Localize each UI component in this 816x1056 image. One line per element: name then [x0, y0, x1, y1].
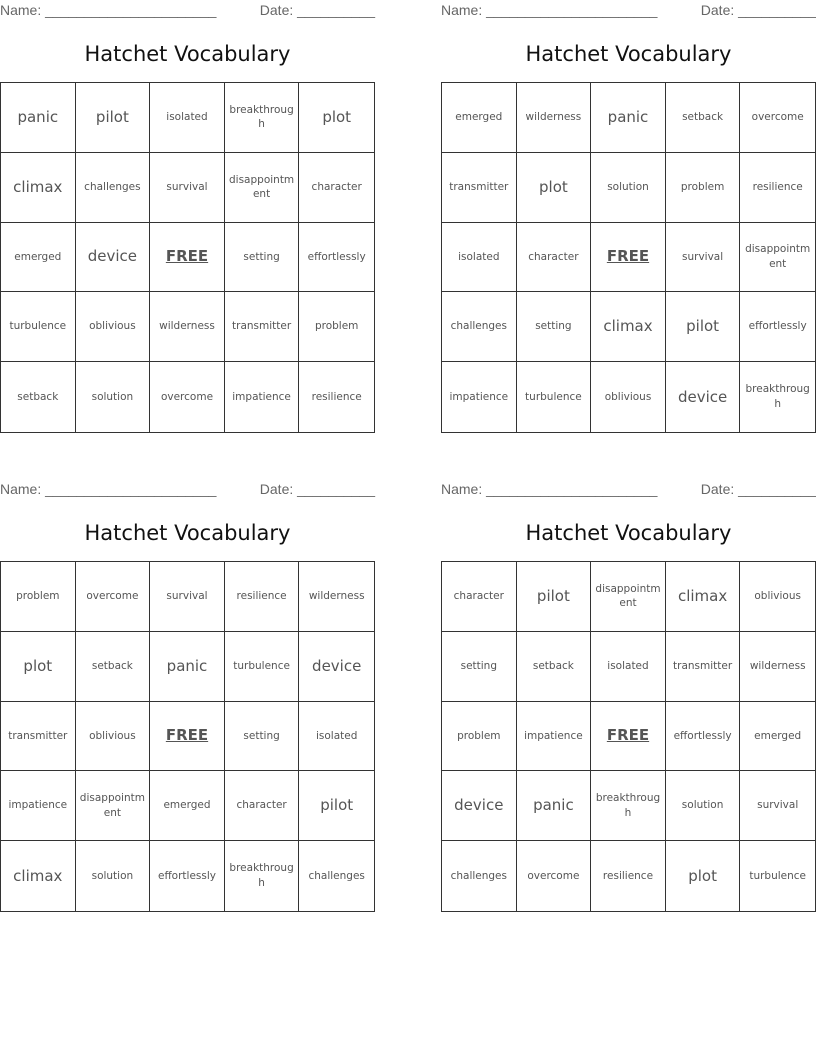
bingo-grid: [441, 82, 816, 433]
bingo-cell[interactable]: breakthrough: [745, 383, 810, 411]
bingo-cell[interactable]: isolated: [150, 83, 225, 153]
free-space[interactable]: FREE: [150, 702, 225, 772]
bingo-cell[interactable]: breakthrough: [225, 83, 300, 153]
bingo-cell[interactable]: pilot: [517, 562, 592, 632]
bingo-cell[interactable]: pilot: [76, 83, 151, 153]
bingo-cell[interactable]: setback: [76, 632, 151, 702]
card-title: Hatchet Vocabulary: [84, 42, 291, 66]
name-field[interactable]: Name: ______________________: [441, 2, 658, 18]
bingo-cell[interactable]: survival: [150, 153, 225, 223]
bingo-cell[interactable]: turbulence: [225, 632, 300, 702]
card-header: [0, 0, 375, 20]
bingo-cell[interactable]: disappointment: [225, 153, 300, 223]
bingo-cell[interactable]: panic: [591, 83, 666, 153]
bingo-cell[interactable]: emerged: [1, 223, 76, 293]
bingo-cell[interactable]: resilience: [311, 390, 362, 403]
bingo-cell[interactable]: climax: [1, 153, 76, 223]
bingo-cell[interactable]: challenges: [442, 292, 517, 362]
bingo-cell[interactable]: turbulence: [749, 869, 807, 882]
bingo-cell[interactable]: overcome: [517, 841, 592, 911]
bingo-cell[interactable]: overcome: [76, 562, 151, 632]
bingo-cell[interactable]: survival: [740, 771, 815, 841]
bingo-cell[interactable]: problem: [1, 562, 76, 632]
bingo-grid: [0, 82, 375, 433]
bingo-cell[interactable]: impatience: [517, 702, 592, 772]
bingo-cell[interactable]: turbulence: [517, 362, 592, 432]
bingo-cell[interactable]: challenges: [442, 841, 517, 911]
bingo-cell[interactable]: character: [442, 562, 517, 632]
bingo-cell[interactable]: oblivious: [76, 292, 151, 362]
bingo-cell[interactable]: solution: [666, 771, 741, 841]
bingo-cell[interactable]: plot: [299, 83, 374, 153]
bingo-cell[interactable]: panic: [150, 632, 225, 702]
bingo-cell[interactable]: climax: [1, 841, 76, 911]
bingo-cell[interactable]: character: [299, 153, 374, 223]
bingo-cell[interactable]: resilience: [225, 562, 300, 632]
bingo-cell[interactable]: resilience: [591, 841, 666, 911]
bingo-cell[interactable]: isolated: [442, 223, 517, 293]
bingo-cell[interactable]: emerged: [150, 771, 225, 841]
bingo-cell[interactable]: breakthrough: [591, 771, 666, 841]
date-field[interactable]: Date: __________: [700, 2, 816, 18]
bingo-cell[interactable]: setback: [666, 83, 741, 153]
bingo-cell[interactable]: plot: [517, 153, 592, 223]
bingo-cell[interactable]: solution: [76, 362, 151, 432]
free-space[interactable]: FREE: [591, 702, 666, 772]
bingo-cell[interactable]: effortlessly: [150, 841, 225, 911]
bingo-cell[interactable]: isolated: [591, 632, 666, 702]
bingo-card-3: [0, 479, 375, 919]
bingo-cell[interactable]: turbulence: [1, 292, 76, 362]
bingo-cell[interactable]: setting: [517, 292, 592, 362]
bingo-cell[interactable]: survival: [666, 223, 741, 293]
bingo-cell[interactable]: plot: [666, 841, 741, 911]
bingo-cell[interactable]: panic: [517, 771, 592, 841]
free-space[interactable]: FREE: [591, 223, 666, 293]
bingo-cell[interactable]: disappointment: [76, 771, 151, 841]
bingo-grid: [0, 561, 375, 912]
bingo-cell[interactable]: effortlessly: [666, 702, 741, 772]
bingo-cell[interactable]: wilderness: [740, 632, 815, 702]
bingo-cell[interactable]: oblivious: [76, 702, 151, 772]
free-space[interactable]: FREE: [150, 223, 225, 293]
bingo-cell[interactable]: disappointment: [591, 562, 666, 632]
bingo-cell[interactable]: pilot: [299, 771, 374, 841]
bingo-cell[interactable]: setback: [1, 362, 76, 432]
date-field[interactable]: Date: __________: [259, 481, 375, 497]
bingo-cell[interactable]: problem: [299, 292, 374, 362]
card-title: Hatchet Vocabulary: [525, 521, 732, 545]
bingo-card-2: [441, 0, 816, 440]
date-field[interactable]: Date: __________: [259, 2, 375, 18]
bingo-cell[interactable]: setting: [225, 702, 300, 772]
bingo-cell[interactable]: transmitter: [666, 632, 741, 702]
bingo-cell[interactable]: setback: [517, 632, 592, 702]
bingo-cell[interactable]: transmitter: [442, 153, 517, 223]
bingo-cell[interactable]: emerged: [740, 702, 815, 772]
name-field[interactable]: Name: ______________________: [441, 481, 658, 497]
card-header: [441, 0, 816, 20]
bingo-cell[interactable]: wilderness: [150, 292, 225, 362]
bingo-cell[interactable]: plot: [1, 632, 76, 702]
bingo-cell[interactable]: device: [299, 632, 374, 702]
bingo-cell[interactable]: resilience: [740, 153, 815, 223]
bingo-cell[interactable]: impatience: [225, 362, 300, 432]
bingo-cell[interactable]: challenges: [76, 153, 151, 223]
bingo-cell[interactable]: device: [76, 223, 151, 293]
bingo-cell[interactable]: emerged: [442, 83, 517, 153]
bingo-cell[interactable]: impatience: [1, 771, 76, 841]
bingo-cell[interactable]: panic: [1, 83, 76, 153]
bingo-cell[interactable]: solution: [591, 153, 666, 223]
bingo-cell[interactable]: problem: [666, 153, 741, 223]
name-field[interactable]: Name: ______________________: [0, 2, 217, 18]
bingo-cell[interactable]: problem: [442, 702, 517, 772]
card-header: [0, 479, 375, 499]
bingo-cell[interactable]: transmitter: [1, 702, 76, 772]
bingo-cell[interactable]: character: [517, 223, 592, 293]
bingo-cell[interactable]: overcome: [150, 362, 225, 432]
bingo-cell[interactable]: character: [225, 771, 300, 841]
bingo-cell[interactable]: wilderness: [299, 562, 374, 632]
bingo-cell[interactable]: device: [666, 362, 741, 432]
name-field[interactable]: Name: ______________________: [0, 481, 217, 497]
bingo-card-4: [441, 479, 816, 919]
bingo-cell[interactable]: wilderness: [517, 83, 592, 153]
bingo-cell[interactable]: survival: [150, 562, 225, 632]
bingo-cell[interactable]: breakthrough: [225, 841, 300, 911]
date-field[interactable]: Date: __________: [700, 481, 816, 497]
bingo-cell[interactable]: climax: [591, 292, 666, 362]
bingo-cell[interactable]: setting: [225, 223, 300, 293]
bingo-card-1: [0, 0, 375, 440]
bingo-cell[interactable]: climax: [666, 562, 741, 632]
card-title: Hatchet Vocabulary: [84, 521, 291, 545]
bingo-cell[interactable]: oblivious: [591, 362, 666, 432]
card-header: [441, 479, 816, 499]
bingo-cell[interactable]: pilot: [666, 292, 741, 362]
bingo-cell[interactable]: disappointment: [740, 223, 815, 293]
bingo-cell[interactable]: setting: [442, 632, 517, 702]
bingo-cell[interactable]: oblivious: [740, 562, 815, 632]
card-title: Hatchet Vocabulary: [525, 42, 732, 66]
bingo-cell[interactable]: impatience: [442, 362, 517, 432]
bingo-cell[interactable]: isolated: [299, 702, 374, 772]
bingo-cell[interactable]: device: [442, 771, 517, 841]
bingo-cell[interactable]: overcome: [740, 83, 815, 153]
bingo-cell[interactable]: challenges: [308, 869, 365, 882]
bingo-cell[interactable]: transmitter: [225, 292, 300, 362]
bingo-cell[interactable]: effortlessly: [740, 292, 815, 362]
bingo-grid: [441, 561, 816, 912]
bingo-cell[interactable]: effortlessly: [299, 223, 374, 293]
bingo-cell[interactable]: solution: [76, 841, 151, 911]
